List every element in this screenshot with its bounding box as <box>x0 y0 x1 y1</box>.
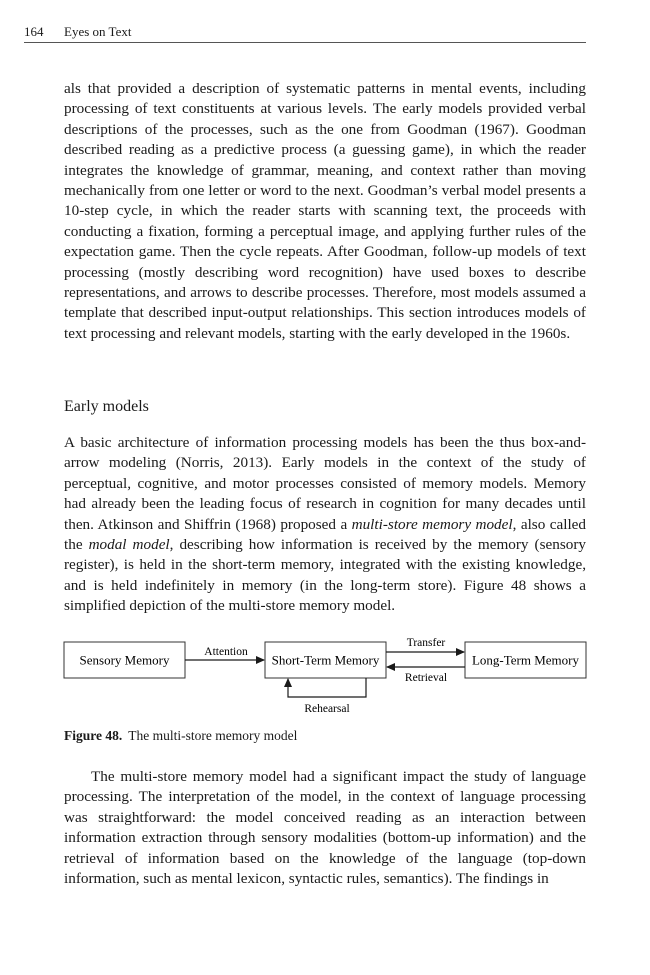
figure-label: Figure 48. <box>64 728 123 743</box>
retrieval-label: Retrieval <box>404 672 448 684</box>
short-term-memory-label: Short-Term Memory <box>271 652 380 668</box>
transfer-label: Transfer <box>406 637 446 649</box>
paragraph-impact <box>64 767 586 889</box>
multi-store-diagram <box>0 630 650 725</box>
text-run: , describing how information is received by the memory (sensory register), is held in the short-term memory, integrated with the existing knowledge, and is held indefinitely in memory (in the long-term store). Figure 48 shows a simplified depiction of the multi-store memory model. <box>64 536 586 615</box>
running-head <box>24 22 586 43</box>
running-title: Eyes on Text <box>64 24 132 39</box>
text-run: The multi-store memory model had a significant impact the study of language processing. The interpretation of the model, in the context of language processing was straightforward: the model conceived reading as an interaction between information extraction through sensory modalities (bottom-up information) and the retrieval of information based on the knowledge of the language (top-down information, such as mental lexicon, syntactic rules, semantics). The findings in <box>64 768 586 888</box>
long-term-memory-label: Long-Term Memory <box>471 652 580 668</box>
paragraph-intro <box>64 79 586 344</box>
sensory-memory-label: Sensory Memory <box>79 652 170 668</box>
section-heading: Early models <box>64 398 149 415</box>
italic-term: multi-store memory model <box>351 515 513 533</box>
attention-label: Attention <box>204 646 248 658</box>
paragraph-early-models <box>64 433 586 617</box>
text-run: , also called the <box>64 515 587 554</box>
text-run: als that provided a description of systematic patterns in mental events, including processing of text constituents at various levels. The early models provided verbal descriptions of the processes, such as the one from Goodman (1967). Goodman described reading as a predictive process (a guessing game), in which the reader integrates the knowledge of grammar, meaning, and context rather than moving mechanically from one letter or word to the next. Goodman’s verbal model presents a 10-step cycle, in which the reader starts with scanning text, the proceeds with conducting a fixation, forming a perceptual image, and applying further rules of the expectation game. Then the cycle repeats. After Goodman, follow-up models of text processing (mostly describing word recognition) have used boxes to describe representations, and arrows to describe processes. Therefore, most models assumed a template that described input-output relationships. This section introduces models of text processing and relevant models, starting with the early developed in the 1960s. <box>64 80 586 342</box>
page-number: 164 <box>24 24 44 39</box>
rehearsal-loop-arrow <box>288 678 366 697</box>
figure-caption-text: The multi-store memory model <box>128 728 298 743</box>
text-run: A basic architecture of information processing models has been the thus box-and-arrow modeling (Norris, 2013). Early models in the context of the study of perceptual, cognitive, and motor processes consisted of memory models. Memory had already been the leading focus of research in cognition for many decades until then. Atkinson and Shiffrin (1968) proposed a <box>64 434 586 533</box>
rehearsal-label: Rehearsal <box>304 703 350 715</box>
figure-caption <box>64 727 297 745</box>
italic-term: modal model <box>88 536 170 554</box>
